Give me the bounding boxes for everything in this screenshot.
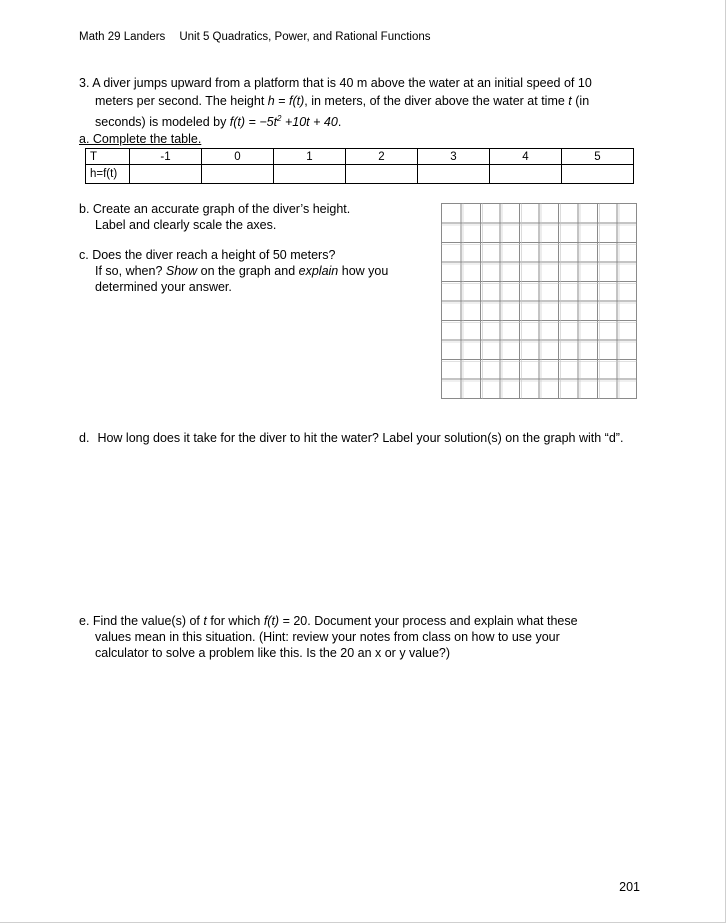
graph-grid[interactable] [440, 202, 638, 400]
unit-title: Unit 5 Quadratics, Power, and Rational Functions [179, 31, 431, 43]
h-answer-cell[interactable] [202, 165, 274, 184]
part-d-label: d. [79, 431, 90, 445]
part-d-text: How long does it take for the diver to hit the water? Label your solution(s) on the graph with “d”. [97, 431, 624, 445]
part-c-line-3: determined your answer. [95, 280, 232, 294]
t-cell: -1 [130, 149, 202, 165]
t-cell: 3 [418, 149, 490, 165]
h-answer-cell[interactable] [274, 165, 346, 184]
problem-line-3: seconds) is modeled by $f(t) = -5t^2 +10t + 40$. [95, 114, 342, 129]
part-a-label: a. Complete the table. [79, 132, 202, 146]
t-cell: 4 [490, 149, 562, 165]
part-c-line-2: If so, when? Show on the graph and explain how you [95, 264, 389, 278]
model-formula: $f(t) = -5t^2 +10t + 40$ [229, 114, 338, 129]
part-b [79, 201, 350, 233]
table-header-t: T [86, 149, 130, 165]
problem-statement [79, 74, 639, 131]
t-cell: 2 [346, 149, 418, 165]
part-b-line-1: b. Create an accurate graph of the diver’s height. [79, 202, 351, 216]
h-answer-cell[interactable] [418, 165, 490, 184]
t-cell: 0 [202, 149, 274, 165]
course-title: Math 29 Landers [79, 31, 166, 43]
part-e-line-3: calculator to solve a problem like this. Is the 20 an x or y value?) [95, 646, 451, 660]
graph-grid-container [440, 202, 638, 403]
page-number: 201 [619, 880, 640, 894]
h-answer-cell[interactable] [562, 165, 634, 184]
t-cell: 1 [274, 149, 346, 165]
part-c-line-1: c. Does the diver reach a height of 50 meters? [79, 248, 336, 262]
part-e-line-2: values mean in this situation. (Hint: review your notes from class on how to use your [95, 630, 560, 644]
h-answer-cell[interactable] [130, 165, 202, 184]
problem-line-2: meters per second. The height h = f(t), in meters, of the diver above the water at time t (in [95, 94, 590, 108]
h-answer-cell[interactable] [490, 165, 562, 184]
h-answer-cell[interactable] [346, 165, 418, 184]
table-row-h [86, 165, 634, 184]
table-header-h: h=f(t) [86, 165, 130, 184]
part-e [79, 613, 639, 661]
part-e-line-1: e. Find the value(s) of t for which f(t) = 20. Document your process and explain what these [79, 614, 578, 628]
t-cell: 5 [562, 149, 634, 165]
values-table [85, 148, 634, 184]
table-row-t [86, 149, 634, 165]
page-header [79, 31, 431, 43]
part-b-line-2: Label and clearly scale the axes. [95, 218, 277, 232]
part-c [79, 247, 388, 295]
problem-line-1: 3. A diver jumps upward from a platform that is 40 m above the water at an initial speed of 10 [79, 76, 592, 90]
part-d [79, 431, 623, 445]
